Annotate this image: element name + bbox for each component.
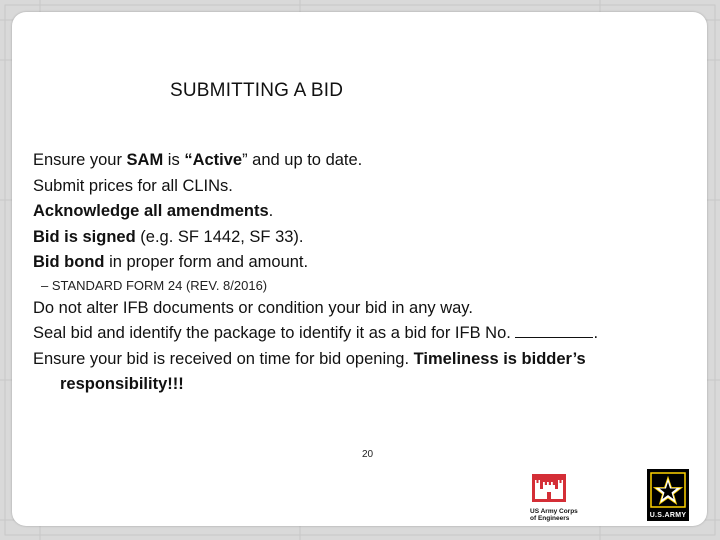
line-sam: Ensure your SAM is “Active” and up to date. [33,151,363,169]
line-alter: Do not alter IFB documents or condition your bid in any way. [33,298,473,317]
usace-logo [528,474,590,520]
ifb-number-blank [515,323,593,338]
line-timeliness-cont: responsibility!!! [60,375,184,393]
page-number: 20 [362,449,374,460]
line-signed: Bid is signed (e.g. SF 1442, SF 33). [33,227,304,246]
slide-title: SUBMITTING A BID [170,80,344,101]
line-amendments: Acknowledge all amendments. [33,202,274,220]
usace-text: US Army Corps of Engineers [530,508,578,522]
line-seal: Seal bid and identify the package to identify it as a bid for IFB No. . [33,324,599,342]
castle-icon [532,474,566,502]
line-bond: Bid bond in proper form and amount. [33,253,309,271]
army-logo [647,469,689,521]
sub-item-standard-form: – STANDARD FORM 24 (REV. 8/2016) [41,277,268,293]
army-text: U.S.ARMY [649,512,687,519]
line-timeliness: Ensure your bid is received on time for bid opening. Timeliness is bidder’s [33,349,586,368]
bullet-list [33,148,693,398]
line-clins: Submit prices for all CLINs. [33,176,233,195]
